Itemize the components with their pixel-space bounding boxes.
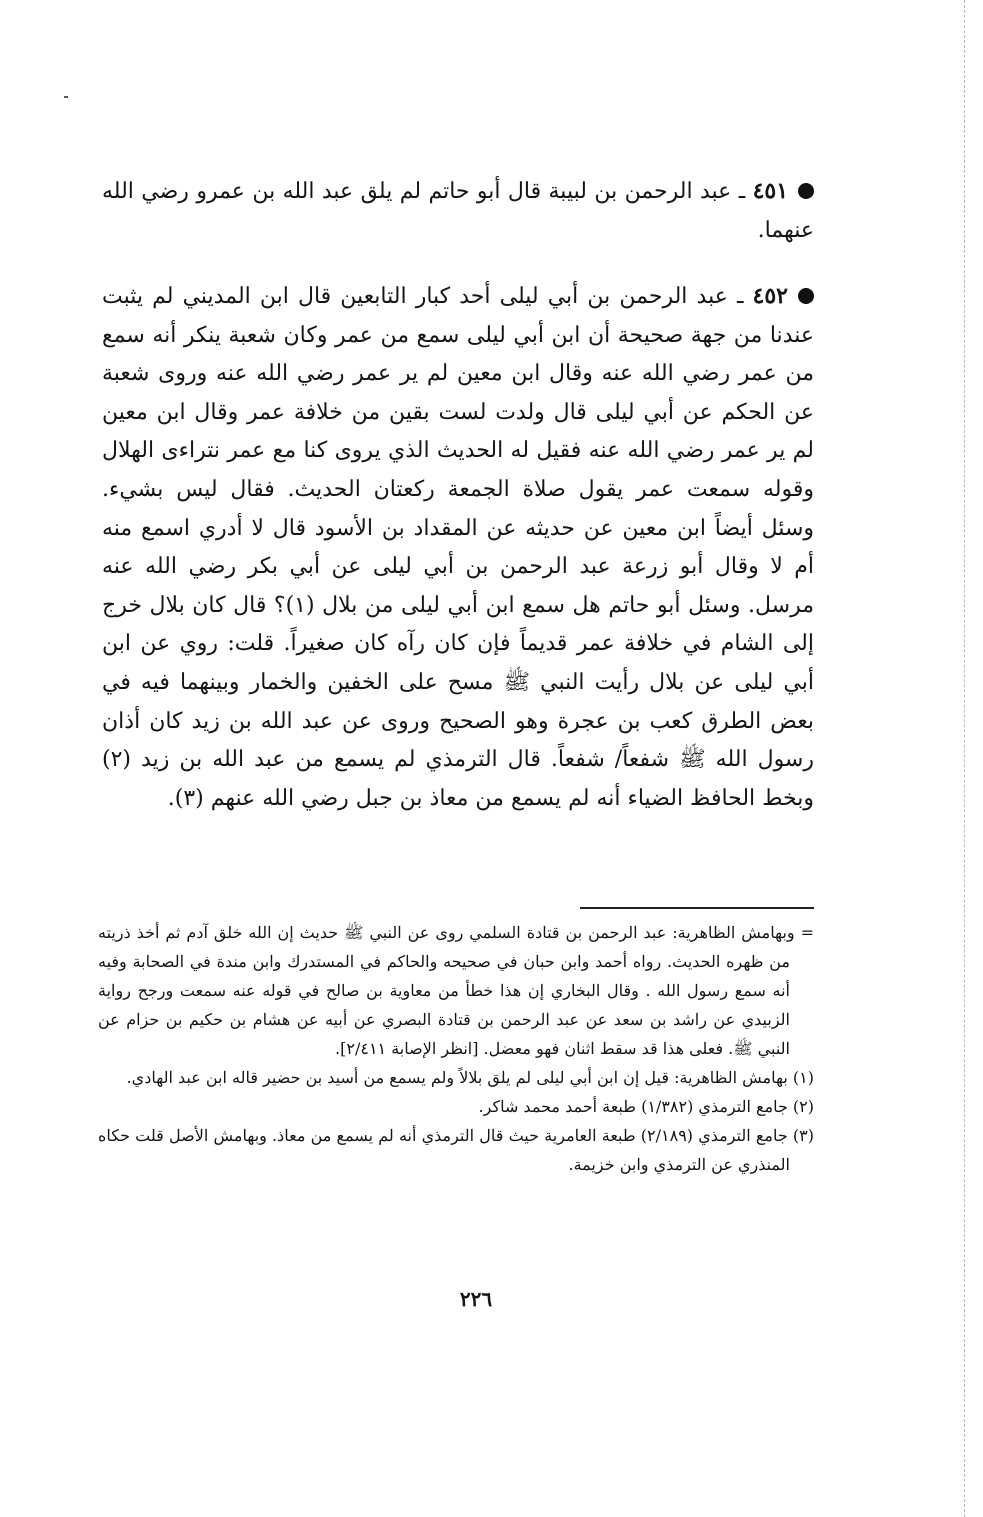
entry-number: ٤٥٢ bbox=[752, 283, 788, 309]
entry-452 bbox=[102, 277, 814, 818]
scan-speck bbox=[64, 96, 68, 98]
entry-paragraph bbox=[102, 277, 814, 818]
entry-number: ٤٥١ bbox=[752, 178, 789, 204]
entry-451 bbox=[102, 172, 814, 250]
page-number: ٢٢٦ bbox=[459, 1287, 493, 1311]
entry-paragraph bbox=[102, 172, 814, 250]
bullet-icon bbox=[798, 288, 814, 304]
footnote-2: (٢) جامع الترمذي (١/٣٨٢) طبعة أحمد محمد شاكر. bbox=[478, 1097, 814, 1116]
scan-edge-line bbox=[964, 0, 965, 1517]
footnote-1: (١) بهامش الظاهرية: قيل إن ابن أبي ليلى لم يلق بلالاً ولم يسمع من أسيد بن حضير قاله ابن عبد الهادي. bbox=[126, 1068, 814, 1087]
entry-text: ـ عبد الرحمن بن أبي ليلى أحد كبار التابعين قال ابن المديني لم يثبت عندنا من جهة صحيحة أن ابن أبي ليلى سمع من عمر وكان شعبة ينكر أنه سمع من عمر رضي الله عنه وقال ابن معين لم ير عمر رضي الله عنه وروى شعبة عن الحكم عن أبي ليلى قال ولدت لست بقين من خلافة عمر وقال ابن معين لم ير عمر رضي الله عنه فقيل له الحديث الذي يروى كنا مع عمر نتراءى الهلال وقوله سمعت عمر يقول صلاة الجمعة ركعتان الحديث. فقال ليس بشيء. وسئل أيضاً ابن معين عن حديثه عن المقداد بن الأسود قال لا أدري اسمع منه أم لا وقال أبو زرعة عبد الرحمن بن أبي ليلى عن أبي بكر رضي الله عنه مرسل. وسئل أبو حاتم هل سمع ابن أبي ليلى من بلال (١)؟ قال كان بلال خرج إلى الشام في خلافة عمر قديماً فإن كان رآه كان صغيراً. قلت: روي عن ابن أبي ليلى عن بلال رأيت النبي ﷺ مسح على الخفين والخمار وبينهما فيه في بعض الطرق كعب بن عجرة وهو الصحيح وروى عن عبد الله بن زيد كان أذان رسول الله ﷺ شفعاً/ شفعاً. قال الترمذي لم يسمع من عبد الله بن زيد (٢) وبخط الحافظ الضياء أنه لم يسمع من معاذ بن جبل رضي الله عنهم (٣). bbox=[102, 284, 814, 811]
footnotes bbox=[98, 918, 814, 1179]
bullet-icon bbox=[798, 183, 814, 199]
entry-text: ـ عبد الرحمن بن لبيبة قال أبو حاتم لم يلق عبد الله بن عمرو رضي الله عنهما. bbox=[102, 179, 814, 243]
footnote-3: (٣) جامع الترمذي (٢/١٨٩) طبعة العامرية حيث قال الترمذي أنه لم يسمع من معاذ. وبهامش الأصل قلت حكاه المنذري عن الترمذي وابن خزيمة. bbox=[98, 1126, 815, 1174]
footnote-separator bbox=[580, 907, 814, 909]
footnote-continuation: = وبهامش الظاهرية: عبد الرحمن بن قتادة السلمي روى عن النبي ﷺ حديث إن الله خلق آدم ثم أخذ ذريته من ظهره الحديث. رواه أحمد وابن حبان في صحيحه والحاكم في المستدرك وابن مندة في الصحابة وفيه أنه سمع رسول الله . وقال البخاري إن هذا خطأ من معاوية بن صالح في قوله عنه سمعت ورجح رواية الزبيدي عن راشد بن سعد عن عبد الرحمن بن قتادة البصري عن أبيه عن هشام بن حكيم بن حزام عن النبي ﷺ. فعلى هذا قد سقط اثنان فهو معضل. [انظر الإصابة ٢/٤١١]. bbox=[98, 923, 814, 1058]
